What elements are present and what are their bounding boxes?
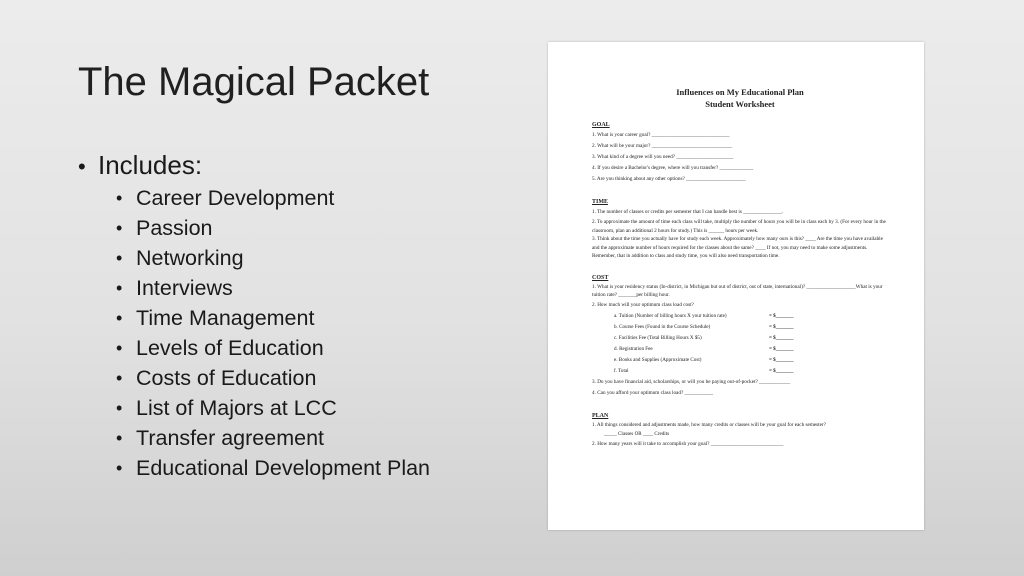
sub-bullet-item: • Time Management xyxy=(116,303,430,333)
cost-item xyxy=(614,333,888,344)
goal-question: 2. What will be your major? _______________________________ xyxy=(592,143,733,149)
sub-bullet-item: • Career Development xyxy=(116,183,430,213)
cost-question: 3. Do you have financial aid, scholarships, or will you be paying out-of-pocket? ____________ xyxy=(592,378,791,385)
section-goal-heading: GOAL xyxy=(592,122,610,128)
plan-question: 1. All things considered and adjustments made, how many credits or classes will be your goal for each semester? xyxy=(592,421,826,428)
cost-item xyxy=(614,344,888,355)
cost-item-amount: = $_______ xyxy=(769,367,794,374)
bullet-list xyxy=(78,150,430,483)
sub-bullet-item: • Networking xyxy=(116,243,430,273)
cost-question: 4. Can you afford your optimum class load? ___________ xyxy=(592,389,714,396)
bullet-includes-label: Includes: xyxy=(98,150,203,180)
cost-item-amount: = $_______ xyxy=(769,334,794,341)
cost-item-amount: = $_______ xyxy=(769,345,794,352)
sub-bullet-list xyxy=(116,183,430,483)
plan-answer-line: _____ Classes OR ____ Credits xyxy=(604,431,670,437)
sub-bullet-item: • Costs of Education xyxy=(116,363,430,393)
time-question: 2. To approximate the amount of time each class will take, multiply the number of hours you will be in class each by 3. (For every hour in the classroom, plan an additional 2 hours for study.) This is ______ hours per week. xyxy=(592,219,886,234)
cost-item xyxy=(614,366,888,377)
goal-question: 4. If you desire a Bachelor's degree, where will you transfer? _____________ xyxy=(592,165,754,171)
cost-item-amount: = $_______ xyxy=(769,312,794,319)
cost-item-label: a. Tuition (Number of billing hours X your tuition rate) xyxy=(614,312,727,319)
cost-item-label: b. Course Fees (Found in the Course Schedule) xyxy=(614,323,711,330)
cost-question: 2. How much will your optimum class load cost? xyxy=(592,301,694,308)
goal-question: 3. What kind of a degree will you need? ______________________ xyxy=(592,154,734,160)
goal-question: 1. What is your career goal? ______________________________ xyxy=(592,132,730,138)
section-plan-heading: PLAN xyxy=(592,412,609,419)
cost-question: 1. What is your residency status (In-district, in Michigan but out of district, out of state, international)? ___________________What is your tuition rate? _______per billing hour. xyxy=(592,283,883,298)
sub-bullet-item: • List of Majors at LCC xyxy=(116,393,430,423)
sub-bullet-item: • Passion xyxy=(116,213,430,243)
cost-item-label: d. Registration Fee xyxy=(614,345,653,352)
worksheet-subtitle: Student Worksheet xyxy=(705,99,775,109)
time-question: 3. Think about the time you actually have for study each week. Approximately how many ours is this? ____ Are the time you have available and the approximate number of hours required for the classes about the same? ____ If not, you may need to make some adjustments. Remember, that in addition to class and study time, you will also need transportation time. xyxy=(592,236,883,259)
slide-title: The Magical Packet xyxy=(78,60,430,104)
cost-item-label: e. Books and Supplies (Approximate Cost) xyxy=(614,356,702,363)
section-time-heading: TIME xyxy=(592,199,609,205)
sub-bullet-item: • Transfer agreement xyxy=(116,423,430,453)
worksheet-image xyxy=(548,42,924,530)
bullet-includes xyxy=(78,150,430,483)
goal-question: 5. Are you thinking about any other options? _______________________ xyxy=(592,176,746,182)
cost-item xyxy=(614,355,888,366)
cost-item xyxy=(614,311,888,322)
cost-item-label: c. Facilities Fee (Total Billing Hours X $5) xyxy=(614,334,702,341)
section-cost-heading: COST xyxy=(592,274,609,281)
cost-item-amount: = $_______ xyxy=(769,323,794,330)
plan-question: 2. How many years will it take to accomplish your goal? ____________________________ xyxy=(592,441,784,447)
sub-bullet-item: • Educational Development Plan xyxy=(116,453,430,483)
sub-bullet-item: • Levels of Education xyxy=(116,333,430,363)
cost-item xyxy=(614,322,888,333)
time-question: 1. The number of classes or credits per semester that I can handle best is _______________. xyxy=(592,209,784,215)
cost-item-label: f. Total xyxy=(614,367,629,374)
sub-bullet-item: • Interviews xyxy=(116,273,430,303)
worksheet-title: Influences on My Educational Plan xyxy=(676,87,804,97)
cost-item-amount: = $_______ xyxy=(769,356,794,363)
